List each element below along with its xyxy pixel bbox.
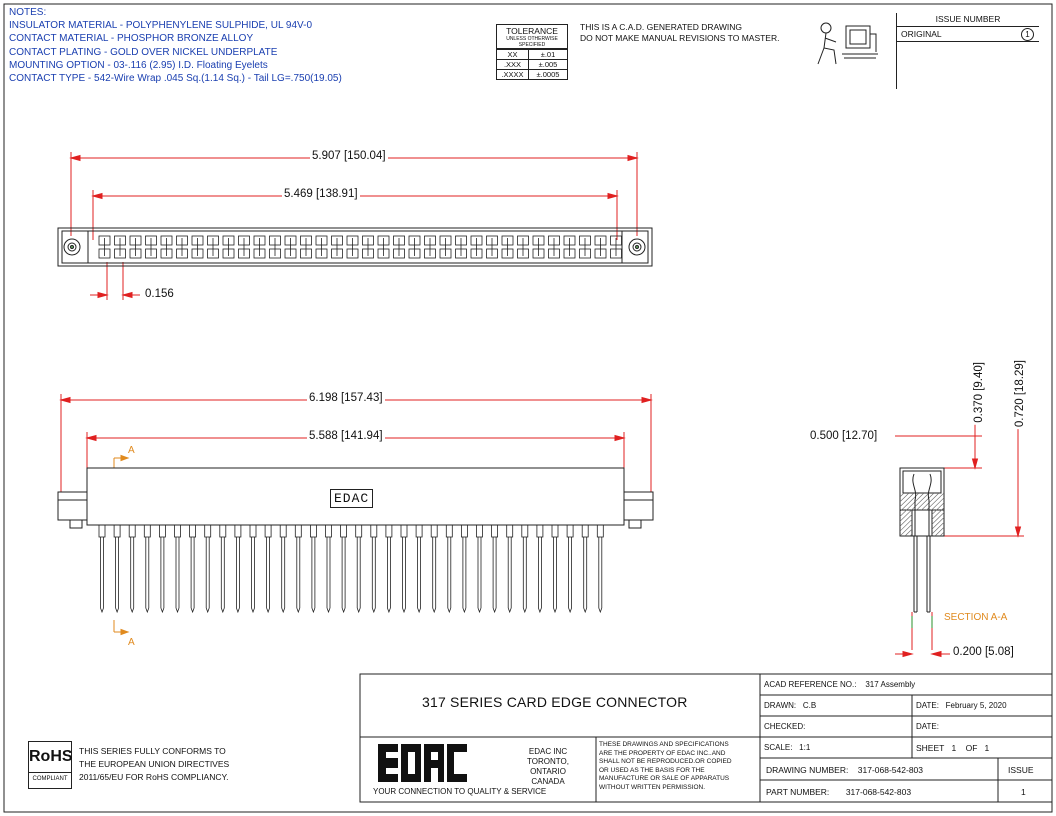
issue-label: ISSUE [1008, 765, 1034, 775]
dim-pitch: 0.156 [145, 288, 174, 300]
section-marker-top: A [128, 445, 135, 456]
rohs-line: THE EUROPEAN UNION DIRECTIVES [79, 759, 230, 769]
issue-row-label: ORIGINAL [901, 29, 942, 39]
tol-key: .XXXX [497, 70, 529, 80]
issue-value: 1 [1021, 787, 1026, 797]
note-mounting: MOUNTING OPTION - 03-.116 (2.95) I.D. Floating Eyelets [9, 59, 268, 71]
tol-value: ±.01 [529, 50, 568, 60]
property-line: ARE THE PROPERTY OF EDAC INC..AND [599, 749, 726, 757]
note-contact-material: CONTACT MATERIAL - PHOSPHOR BRONZE ALLOY [9, 33, 254, 45]
property-line: OR USED AS THE BASIS FOR THE [599, 766, 705, 774]
tol-key: XX [497, 50, 529, 60]
tol-value: ±.005 [529, 60, 568, 70]
property-line: THESE DRAWINGS AND SPECIFICATIONS [599, 741, 729, 748]
rohs-badge [28, 741, 72, 789]
checked-by: CHECKED: [764, 722, 806, 731]
part-number: PART NUMBER: 317-068-542-803 [766, 787, 912, 797]
edac-logo [378, 742, 470, 786]
checked-date: DATE: [916, 722, 939, 731]
drawn-date: DATE: February 5, 2020 [916, 701, 1007, 710]
cad-note-line-1: THIS IS A C.A.D. GENERATED DRAWING [580, 22, 742, 32]
property-note [599, 741, 732, 793]
dim-top-inner: 5.469 [138.91] [284, 188, 358, 200]
notes-heading: NOTES: [9, 7, 47, 18]
dim-side-h1: 0.370 [9.40] [973, 362, 985, 423]
note-insulator: INSULATOR MATERIAL - POLYPHENYLENE SULPHIDE, UL 94V-0 [9, 20, 313, 32]
dim-side-tail: 0.200 [5.08] [953, 646, 1014, 658]
property-line: WITHOUT WRITTEN PERMISSION. [599, 783, 706, 791]
tol-key: .XXX [497, 60, 529, 70]
company-block [510, 747, 586, 787]
property-line: MANUFACTURE OR SALE OF APPARATUS [599, 775, 730, 783]
sheet-count: SHEET 1 OF 1 [916, 743, 990, 753]
dim-side-width: 0.500 [12.70] [810, 430, 878, 442]
tolerance-sub-2: SPECIFIED [518, 42, 546, 48]
tol-value: ±.0005 [529, 70, 568, 80]
cad-note-line-2: DO NOT MAKE MANUAL REVISIONS TO MASTER. [580, 33, 780, 43]
company-name: EDAC INC [528, 747, 568, 756]
dim-side-h2: 0.720 [18.29] [1014, 360, 1026, 428]
body-logo: EDAC [330, 489, 373, 508]
rohs-statement [79, 745, 229, 784]
rohs-logo: RoHS [29, 748, 73, 765]
company-country: CANADA [531, 777, 565, 786]
rohs-line: 2011/65/EU FOR RoHS COMPLIANCY. [79, 772, 229, 782]
scale: SCALE: 1:1 [764, 743, 811, 752]
dim-front-inner: 5.588 [141.94] [309, 430, 383, 442]
company-city: TORONTO, ONTARIO [527, 757, 569, 776]
issue-heading: ISSUE NUMBER [897, 13, 1039, 27]
dim-front-overall: 6.198 [157.43] [309, 392, 383, 404]
property-line: SHALL NOT BE REPRODUCED.OR COPIED [599, 758, 732, 766]
note-plating: CONTACT PLATING - GOLD OVER NICKEL UNDERPLATE [9, 46, 278, 58]
drawing-title: 317 SERIES CARD EDGE CONNECTOR [422, 694, 688, 710]
rohs-compliant: COMPLIANT [29, 772, 71, 786]
acad-ref: ACAD REFERENCE NO.: 317 Assembly [764, 680, 916, 689]
drawn-by: DRAWN: C.B [764, 701, 817, 710]
section-label: SECTION A-A [944, 612, 1008, 623]
issue-row-number: 1 [1021, 28, 1034, 41]
note-contact-type: CONTACT TYPE - 542-Wire Wrap .045 Sq.(1.14 Sq.) - Tail LG=.750(19.05) [9, 73, 342, 85]
tolerance-sub-1: UNLESS OTHERWISE [506, 36, 558, 42]
dim-top-overall: 5.907 [150.04] [312, 150, 386, 162]
tolerance-heading: TOLERANCE UNLESS OTHERWISE SPECIFIED [497, 25, 567, 49]
company-tagline: YOUR CONNECTION TO QUALITY & SERVICE [373, 787, 547, 796]
section-marker-bottom: A [128, 637, 135, 648]
drawing-number: DRAWING NUMBER: 317-068-542-803 [766, 765, 924, 775]
rohs-line: THIS SERIES FULLY CONFORMS TO [79, 746, 226, 756]
